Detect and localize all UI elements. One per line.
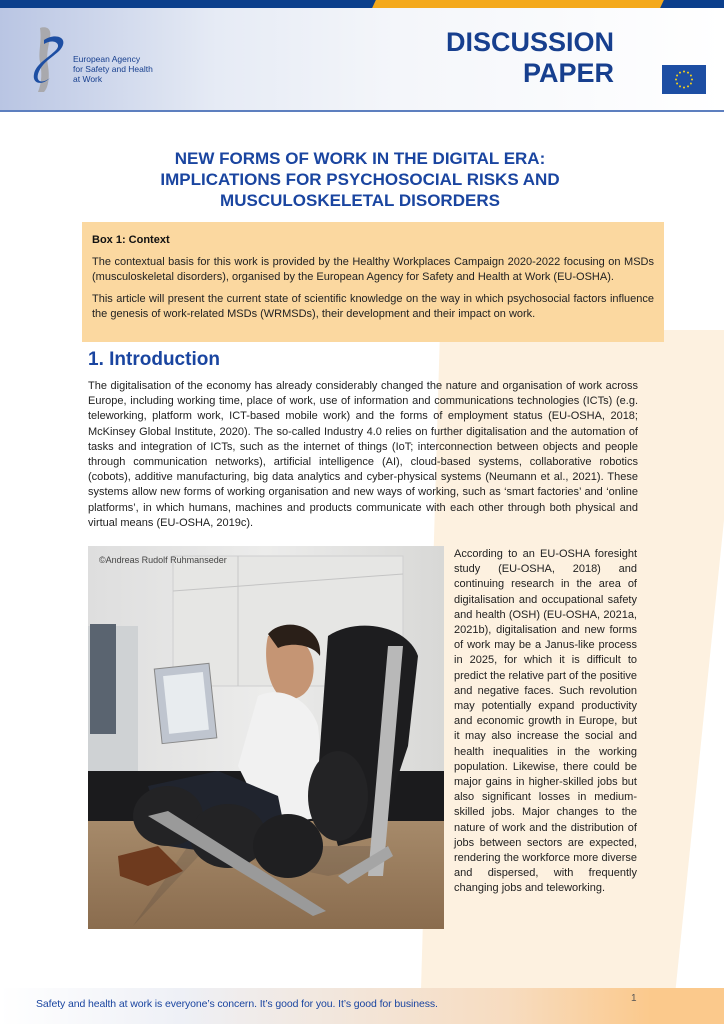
eu-flag-star (690, 83, 692, 85)
org-name (73, 54, 153, 84)
document-type (446, 27, 614, 89)
photo-man-with-laptop (88, 546, 444, 929)
eu-flag-star (675, 79, 677, 81)
document-type-line-2: PAPER (522, 58, 614, 88)
eu-flag-star (679, 85, 681, 87)
context-box-paragraph-2: This article will present the current state of scientific knowledge on the way in which psychosocial factors influence the genesis of work-related MSDs (WRMSDs), their development and their impact on work. (92, 293, 654, 320)
document-type-line-1: DISCUSSION (445, 27, 614, 57)
context-box-paragraph-1: The contextual basis for this work is provided by the Healthy Workplaces Campaign 2020-2022 focusing on MSDs (musculoskeletal disorders), organised by the European Agency for Safety and Health at Work (EU-OSHA). (92, 256, 654, 283)
eu-flag-star (687, 85, 689, 87)
eu-flag-star (691, 79, 693, 81)
footer-slogan: Safety and health at work is everyone’s concern. It’s good for you. It’s good for business. (36, 998, 438, 1010)
eu-osha-logo-icon (30, 26, 74, 94)
org-name-line-1: European Agency (73, 54, 141, 64)
org-name-line-2: for Safety and Health (73, 64, 153, 74)
section-heading: 1. Introduction (88, 349, 220, 370)
org-name-line-3: at Work (73, 74, 103, 84)
eu-flag-icon (662, 65, 706, 94)
title-line-3: MUSCULOSKELETAL DISORDERS (220, 191, 500, 210)
eu-flag-star (687, 72, 689, 74)
eu-flag-star (676, 83, 678, 85)
photo-illustration (88, 546, 444, 929)
title-line-1: NEW FORMS OF WORK IN THE DIGITAL ERA: (174, 149, 546, 168)
context-box-heading: Box 1: Context (92, 234, 170, 246)
context-box (82, 222, 664, 342)
intro-paragraph: The digitalisation of the economy has already considerably changed the nature and organisation of work across Europe, including working time, place of work, use of information and communications technologies (ICTs) (e.g. teleworking, platform work, ICT-based mobile work) and the forms of employment status (EU-OSHA, 2018; McKinsey Global Institute, 2020). The so-called Industry 4.0 relies on further digitalisation and the automation of tasks and integration of ICTs, such as the internet of things (IoT; interconnection between objects and people through communication networks), artificial intelligence (AI), cloud-based systems, collaborative robotics (cobots), additive manufacturing, big data analytics and cyber-physical systems (Neumann et al., 2021). These systems allow new forms of working organisation and new ways of working, such as ‘smart factories’ and ‘online platforms’, in which humans, machines and products communicate with each other through both physical and virtual means (EU-OSHA, 2019c). (88, 380, 638, 529)
eu-flag-star (679, 72, 681, 74)
eu-flag-star (690, 75, 692, 77)
top-orange-bar (372, 0, 664, 8)
header-divider (0, 110, 724, 112)
side-paragraph: According to an EU-OSHA foresight study (EU-OSHA, 2018) and continuing research in the area of digitalisation and occupational safety and health (OSH) (EU-OSHA, 2021a, 2021b), digitalisation and new forms of work may be a Janus-like process in 2025, for which it is difficult to predict the relative part of the positive and negative faces. Such revolution may potentially expand productivity and economic growth in Europe, but it may also increase the social and health inequalities in the working population. Likewise, there could be major gains in higher-skilled jobs but also significant losses in medium-skilled jobs. Major changes to the nature of work and the distribution of jobs between sectors are expected, rendering the workforce more diverse and dispersed, with frequently changing jobs and teleworking. (454, 548, 637, 895)
photo-credit: ©Andreas Rudolf Ruhmanseder (99, 555, 227, 565)
eu-flag-star (683, 87, 685, 89)
eu-flag-star (676, 75, 678, 77)
title-line-2: IMPLICATIONS FOR PSYCHOSOCIAL RISKS AND (160, 170, 560, 189)
page-number: 1 (631, 993, 637, 1004)
eu-flag-star (683, 71, 685, 73)
page-title (95, 148, 625, 211)
